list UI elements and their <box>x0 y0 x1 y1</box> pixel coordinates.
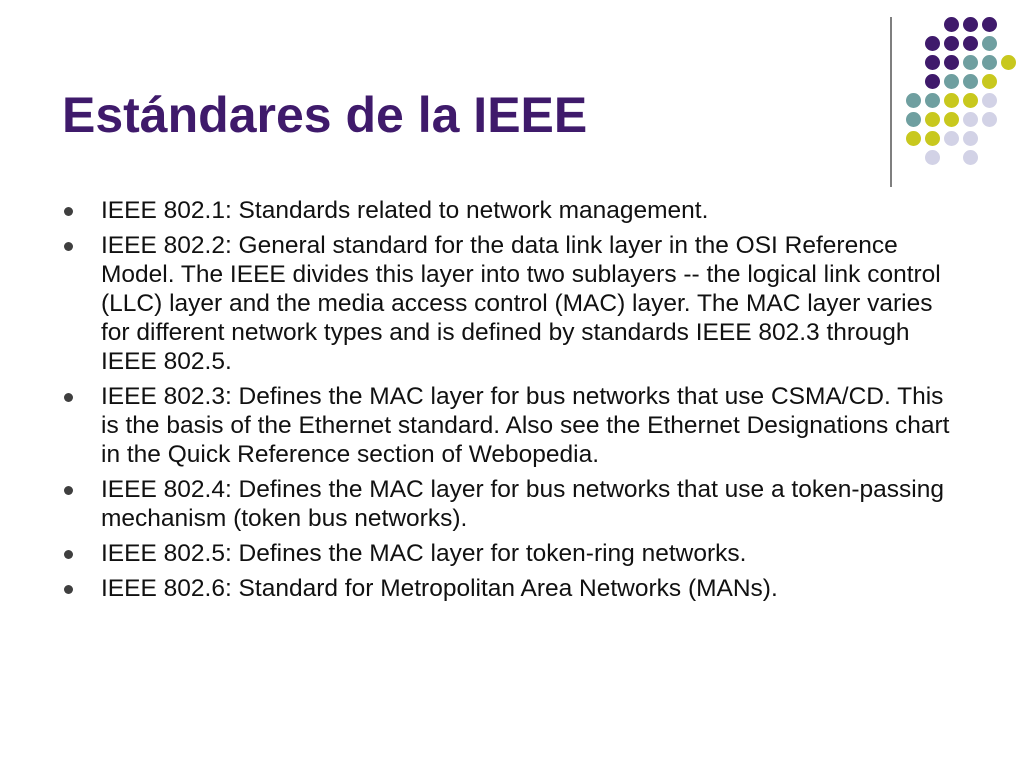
decorative-dot <box>963 55 978 70</box>
bullet-item <box>62 196 962 225</box>
bullet-icon <box>64 242 73 251</box>
bullet-text: IEEE 802.5: Defines the MAC layer for token-ring networks. <box>101 540 747 567</box>
bullet-item <box>62 475 962 533</box>
bullet-item <box>62 574 962 603</box>
decorative-dot <box>944 55 959 70</box>
decorative-dot <box>944 93 959 108</box>
decorative-dot <box>982 112 997 127</box>
decorative-dot <box>906 93 921 108</box>
decorative-dot <box>925 112 940 127</box>
decorative-dot <box>982 36 997 51</box>
decorative-dot <box>925 93 940 108</box>
decorative-dot <box>944 131 959 146</box>
decorative-dot <box>1001 55 1016 70</box>
decorative-dot <box>963 150 978 165</box>
decorative-dot <box>963 74 978 89</box>
decorative-dot <box>944 17 959 32</box>
bullet-list <box>62 196 962 609</box>
decorative-dot <box>944 112 959 127</box>
slide-title: Estándares de la IEEE <box>62 87 588 143</box>
decorative-dot <box>982 55 997 70</box>
decorative-dot <box>982 93 997 108</box>
decorative-dot <box>925 74 940 89</box>
bullet-text: IEEE 802.2: General standard for the data link layer in the OSI Reference Model. The IEEE divides this layer into two sublayers -- the logical link control (LLC) layer and the media access control (MAC) layer. The MAC layer varies for different network types and is defined by standards IEEE 802.3 through IEEE 802.5. <box>101 232 941 375</box>
decorative-dot-grid <box>900 10 1000 170</box>
decorative-dot <box>963 131 978 146</box>
decorative-dot <box>963 93 978 108</box>
bullet-icon <box>64 207 73 216</box>
decorative-dot <box>963 36 978 51</box>
decorative-dot <box>925 55 940 70</box>
bullet-item <box>62 231 962 376</box>
decorative-dot <box>906 131 921 146</box>
bullet-item <box>62 539 962 568</box>
bullet-icon <box>64 550 73 559</box>
decorative-dot <box>963 112 978 127</box>
bullet-icon <box>64 393 73 402</box>
decorative-dot <box>925 36 940 51</box>
bullet-text: IEEE 802.3: Defines the MAC layer for bus networks that use CSMA/CD. This is the basis of the Ethernet standard. Also see the Ethernet Designations chart in the Quick Reference section of Webopedia. <box>101 383 950 468</box>
decorative-dot <box>925 131 940 146</box>
bullet-icon <box>64 585 73 594</box>
decorative-dot <box>982 74 997 89</box>
decorative-dot <box>982 17 997 32</box>
bullet-text: IEEE 802.6: Standard for Metropolitan Area Networks (MANs). <box>101 575 778 602</box>
bullet-item <box>62 382 962 469</box>
decorative-dot <box>963 17 978 32</box>
bullet-icon <box>64 486 73 495</box>
decorative-dot <box>906 112 921 127</box>
bullet-text: IEEE 802.4: Defines the MAC layer for bus networks that use a token-passing mechanism (token bus networks). <box>101 476 944 532</box>
vertical-divider <box>890 17 892 187</box>
decorative-dot <box>944 36 959 51</box>
bullet-text: IEEE 802.1: Standards related to network management. <box>101 197 709 224</box>
decorative-dot <box>944 74 959 89</box>
decorative-dot <box>925 150 940 165</box>
